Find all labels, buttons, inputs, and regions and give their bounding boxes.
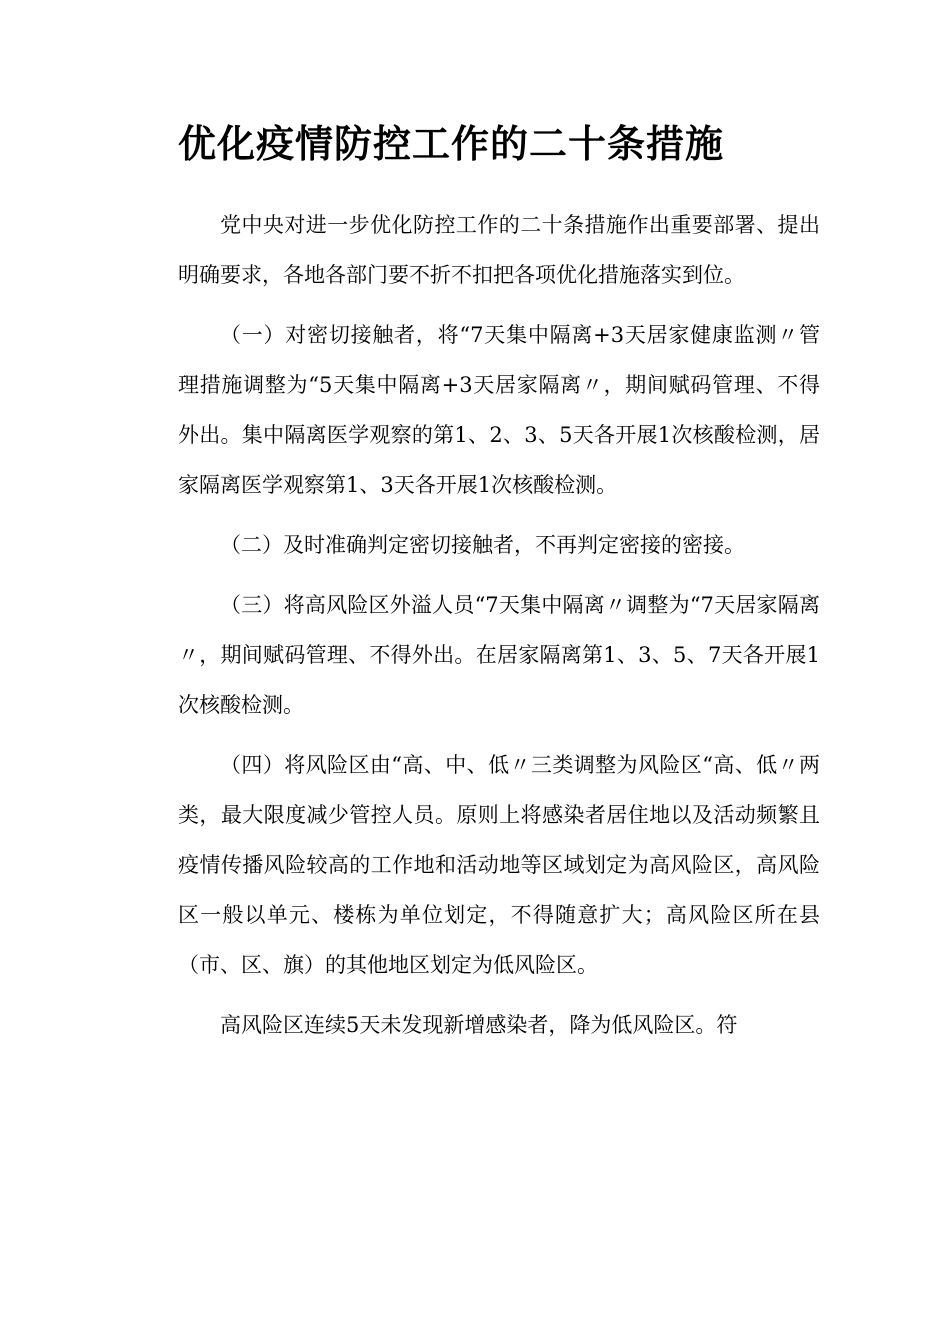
paragraph-measure-2: （二）及时准确判定密切接触者，不再判定密接的密接。 [220, 533, 745, 557]
document-title: 优化疫情防控工作的二十条措施 [178, 122, 725, 166]
paragraph-measure-4: （四）将风险区由“高、中、低〃三类调整为风险区“高、低〃两类，最大限度减少管控人员。原则上将感染者居住地以及活动频繁且疫情传播风险较高的工作地和活动地等区域划定为高风险区，高风险区一般以单元、楼栋为单位划定，不得随意扩大；高风险区所在县（市、区、旗）的其他地区划定为低风险区。 [178, 753, 820, 977]
document-body [178, 200, 820, 1050]
paragraph-measure-1: （一）对密切接触者，将“7天集中隔离+3天居家健康监测〃管理措施调整为“5天集中隔离+3天居家隔离〃，期间赋码管理、不得外出。集中隔离医学观察的第1、2、3、5天各开展1次核酸检测，居家隔离医学观察第1、3天各开展1次核酸检测。 [178, 323, 820, 497]
paragraph-continued: 高风险区连续5天未发现新增感染者，降为低风险区。符 [220, 1013, 738, 1037]
paragraph-measure-3: （三）将高风险区外溢人员“7天集中隔离〃调整为“7天居家隔离〃，期间赋码管理、不得外出。在居家隔离第1、3、5、7天各开展1次核酸检测。 [178, 593, 820, 717]
paragraph-intro: 党中央对进一步优化防控工作的二十条措施作出重要部署、提出明确要求，各地各部门要不折不扣把各项优化措施落实到位。 [178, 213, 820, 287]
